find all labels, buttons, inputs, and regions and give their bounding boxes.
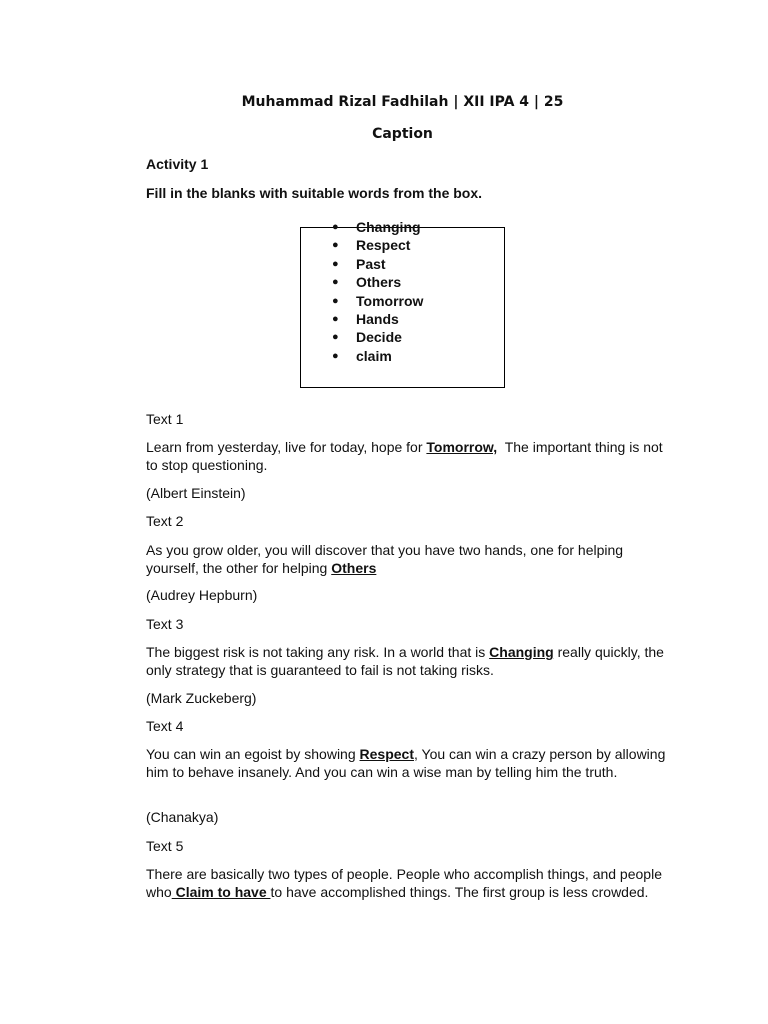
text-4-label: Text 4 (146, 718, 184, 734)
text-2-label: Text 2 (146, 513, 184, 529)
answer-blank: Respect (359, 746, 414, 762)
text-3-label: Text 3 (146, 616, 184, 632)
bullet-icon: ● (332, 221, 339, 233)
text-1-author: (Albert Einstein) (146, 485, 246, 501)
word-item: ● claim (332, 347, 392, 364)
bullet-icon: ● (332, 331, 339, 344)
text-5-body: There are basically two types of people. People who accomplish things, and people who Claim to have to have accomplished things. The first group is less crowded. (146, 866, 662, 900)
answer-blank: Tomorrow, (426, 439, 498, 455)
student-header: Muhammad Rizal Fadhilah | XII IPA 4 | 25 (241, 94, 564, 110)
word-item: ● Past (332, 255, 386, 272)
answer-blank: Changing (489, 644, 554, 660)
text-3-body: The biggest risk is not taking any risk. In a world that is Changing really quickly, the only strategy that is guaranteed to fail is not taking risks. (146, 644, 664, 678)
bullet-icon: ● (332, 294, 339, 307)
answer-blank: Others (331, 559, 377, 576)
text-5-label: Text 5 (146, 838, 184, 854)
word-item: ● Hands (332, 311, 399, 328)
text-4-author: (Chanakya) (146, 809, 219, 825)
text-1-label: Text 1 (146, 411, 184, 427)
word-item: ● Respect (332, 237, 411, 254)
text-4-body: You can win an egoist by showing Respect, You can win a crazy person by allowing him to behave insanely. And you can win a wise man by telling him the truth. (146, 746, 666, 780)
bullet-icon: ● (332, 313, 339, 326)
word-item: ● Tomorrow (332, 292, 424, 309)
word-item: ● Others (332, 274, 402, 291)
word-item: ● Changing (332, 219, 421, 235)
text-3-author: (Mark Zuckeberg) (146, 690, 257, 706)
word-list (332, 218, 423, 365)
bullet-icon: ● (332, 349, 339, 362)
document-title: Caption (372, 126, 433, 142)
bullet-icon: ● (332, 257, 339, 270)
text-1-body: Learn from yesterday, live for today, hope for Tomorrow, The important thing is not to stop questioning. (146, 439, 667, 473)
text-2-body: As you grow older, you will discover that you have two hands, one for helping yourself, the other for helping Others (146, 542, 624, 576)
word-item: ● Decide (332, 329, 402, 346)
answer-blank: Claim to have (171, 883, 271, 900)
instruction-text: Fill in the blanks with suitable words from the box. (146, 185, 483, 201)
bullet-icon: ● (332, 239, 339, 252)
activity-heading: Activity 1 (146, 156, 209, 172)
text-2-author: (Audrey Hepburn) (146, 587, 258, 603)
bullet-icon: ● (332, 276, 339, 289)
